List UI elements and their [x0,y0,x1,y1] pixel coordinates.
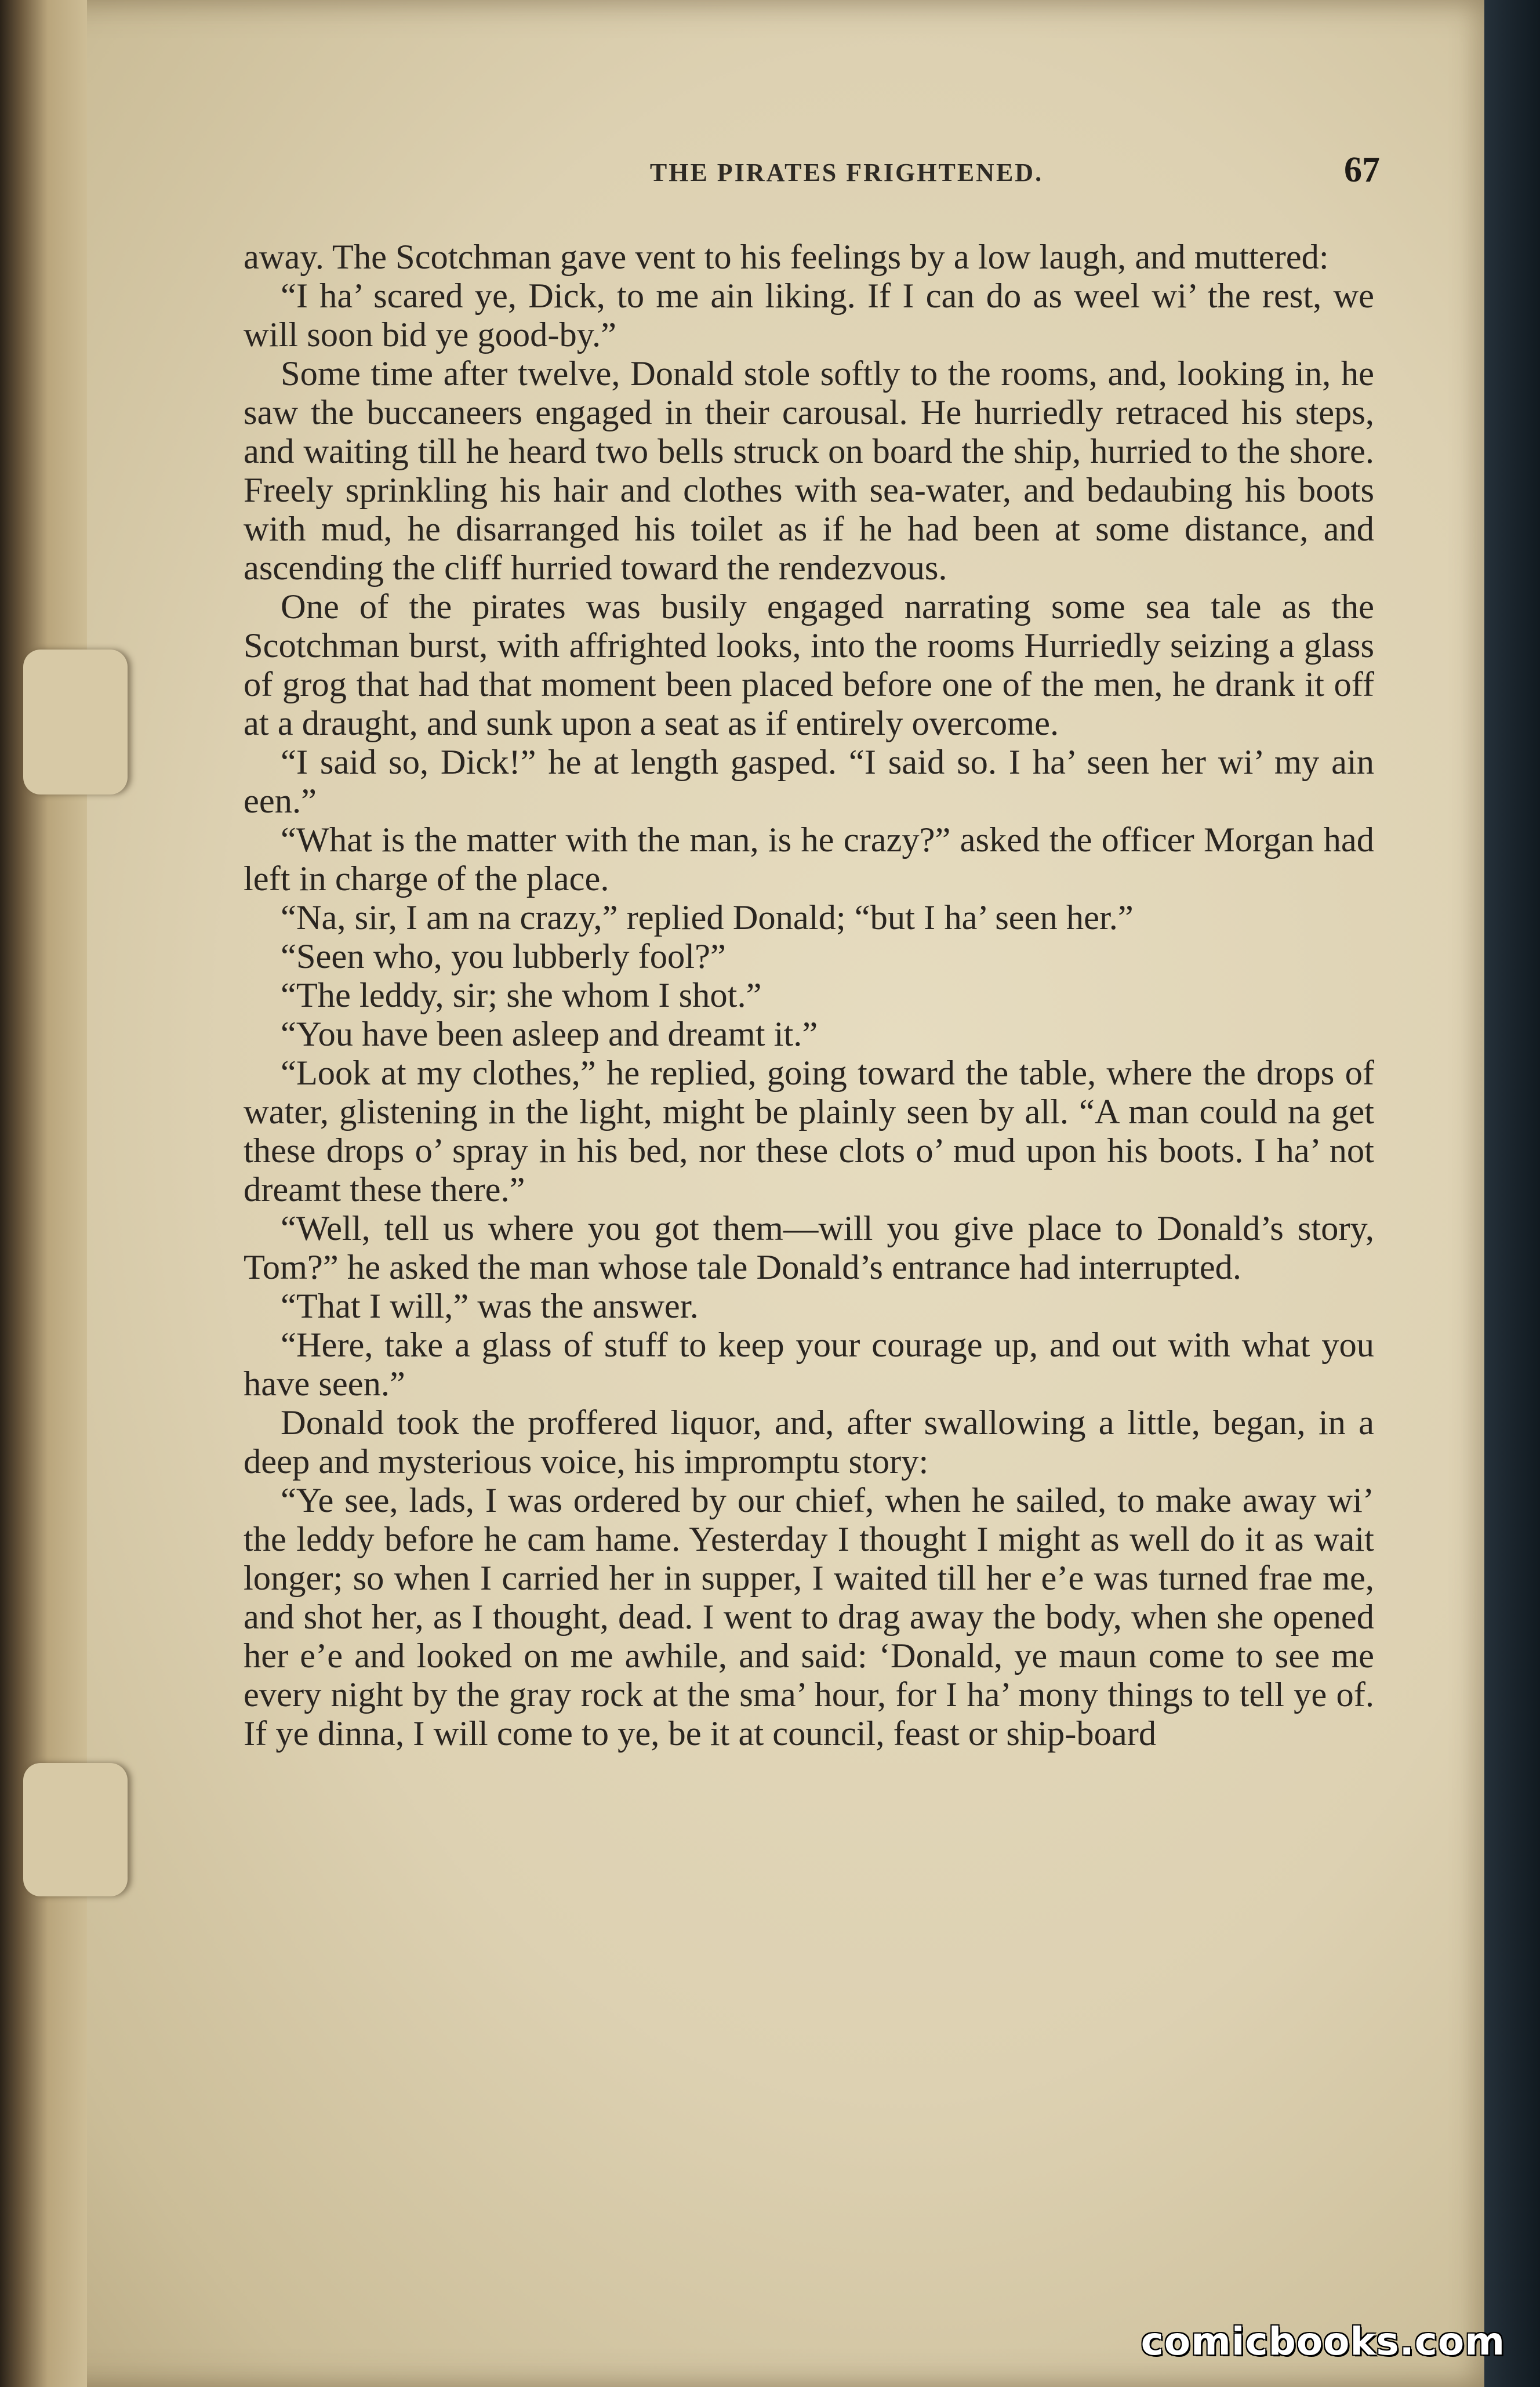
watermark: comicbooks.com [1141,2319,1505,2364]
paragraph: “That I will,” was the answer. [281,1287,699,1326]
paragraph: “Seen who, you lubberly fool?” [281,937,726,976]
binding-edge [0,0,87,2387]
paragraph: “The leddy, sir; she whom I shot.” [281,976,762,1015]
running-title: THE PIRATES FRIGHTENED. [649,158,1044,187]
paragraph: “Here, take a glass of stuff to keep your courage up, and out with what you have seen.” [244,1326,1374,1403]
paragraph: Donald took the proffered liquor, and, after swallowing a little, began, in a deep and mysterious voice, his impromptu story: [244,1403,1374,1481]
paragraph: “What is the matter with the man, is he crazy?” asked the officer Morgan had left in charge of the place. [244,821,1374,898]
page-body [244,238,1374,1753]
paragraph: away. The Scotchman gave vent to his feelings by a low laugh, and muttered: [244,238,1329,277]
paragraph: “I said so, Dick!” he at length gasped. “I said so. I ha’ seen her wi’ my ain een.” [244,743,1374,821]
paragraph: One of the pirates was busily engaged narrating some sea tale as the Scotchman burst, with affrighted looks, into the rooms Hurriedly seizing a glass of grog that had that moment been placed before one of the men, he drank it off at a draught, and sunk upon a seat as if entirely overcome. [244,587,1374,743]
page-number: 67 [1344,150,1380,190]
torn-binding-fragment [23,650,128,795]
paragraph: “Na, sir, I am na crazy,” replied Donald; “but I ha’ seen her.” [281,898,1134,937]
paragraph: “Ye see, lads, I was ordered by our chief, when he sailed, to make away wi’ the leddy before he cam hame. Yesterday I thought I might as well do it as wait longer; so when I carried her in supper, I waited till her e’e was turned frae me, and shot her, as I thought, dead. I went to drag away the body, when she opened her e’e and looked on me awhile, and said: ‘Donald, ye maun come to see me every night by the gray rock at the sma’ hour, for I ha’ mony things to tell ye of. If ye dinna, I will come to ye, be it at council, feast or ship-board [244,1481,1374,1753]
paragraph: “Well, tell us where you got them—will you give place to Donald’s story, Tom?” he asked the man whose tale Donald’s entrance had interrupted. [244,1209,1374,1287]
torn-binding-fragment [23,1763,128,1896]
paragraph: “I ha’ scared ye, Dick, to me ain liking. If I can do as weel wi’ the rest, we will soon bid ye good-by.” [244,277,1374,354]
paragraph: Some time after twelve, Donald stole softly to the rooms, and, looking in, he saw the buccaneers engaged in their carousal. He hurriedly retraced his steps, and waiting till he heard two bells struck on board the ship, hurried to the shore. Freely sprinkling his hair and clothes with sea-water, and bedaubing his boots with mud, he disarranged his toilet as if he had been at some distance, and ascending the cliff hurried toward the rendezvous. [244,354,1374,587]
paragraph: “Look at my clothes,” he replied, going toward the table, where the drops of water, glistening in the light, might be plainly seen by all. “A man could na get these drops o’ spray in his bed, nor these clots o’ mud upon his boots. I ha’ not dreamt these there.” [244,1054,1374,1209]
paragraph: “You have been asleep and dreamt it.” [281,1015,818,1054]
